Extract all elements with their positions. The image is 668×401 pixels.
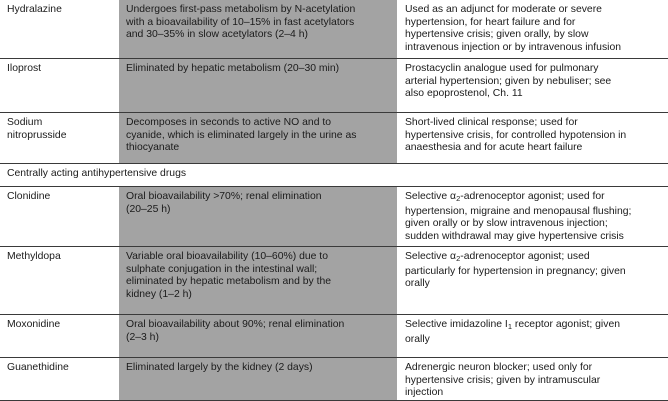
uses-text: arterial hypertension; given by nebuliser; see <box>405 75 612 87</box>
uses-cell <box>397 247 668 315</box>
uses-text: hypertension, migraine and menopausal flushing; <box>405 205 632 217</box>
table-row <box>0 0 668 58</box>
uses-text: intravenous injection or by intravenous infusion <box>405 41 622 53</box>
pk-text: Eliminated by hepatic metabolism (20–30 min) <box>126 63 340 74</box>
uses-text: injection <box>405 387 444 399</box>
drug-name-cell <box>0 315 119 358</box>
uses-text-part: -adrenoceptor agonist; used <box>460 251 590 262</box>
drug-name-cell <box>0 113 119 164</box>
uses-text: given orally or by slow intravenous injection; <box>405 218 608 230</box>
uses-text: hypertension, for heart failure and for <box>405 16 576 28</box>
uses-cell <box>397 0 668 58</box>
pk-text: Variable oral bioavailability (10–60%) due to <box>126 251 328 262</box>
drug-name-cell <box>0 59 119 113</box>
pk-text: Decomposes in seconds to active NO and to <box>126 117 332 128</box>
pharmacokinetics-cell <box>119 315 397 358</box>
pk-text: thiocyanate <box>126 142 180 154</box>
pharmacokinetics-cell <box>119 358 397 401</box>
uses-text-part: Selective α <box>405 251 457 262</box>
drug-name: Clonidine <box>7 191 51 202</box>
uses-text-part: Selective imidazoline I <box>405 319 508 330</box>
pk-text: Undergoes first-pass metabolism by N-acetylation <box>126 4 356 15</box>
drug-name-cell <box>0 0 119 58</box>
uses-text: anaesthesia and for acute heart failure <box>405 142 583 154</box>
uses-text: also epoprostenol, Ch. 11 <box>405 88 523 100</box>
drug-name: Hydralazine <box>7 4 62 15</box>
table-row <box>0 314 668 358</box>
pharmacokinetics-cell <box>119 187 397 247</box>
uses-text: Prostacyclin analogue used for pulmonary <box>405 63 599 74</box>
pk-text: kidney (1–2 h) <box>126 288 192 300</box>
drug-name: Iloprost <box>7 63 42 74</box>
drug-name-cell <box>0 358 119 401</box>
table-row <box>0 112 668 164</box>
drug-name: nitroprusside <box>7 129 67 141</box>
pk-text: cyanide, which is eliminated largely in the urine as <box>126 129 357 141</box>
subscript: 2 <box>456 254 461 263</box>
uses-text-part: receptor agonist; given <box>511 319 620 330</box>
table-row <box>0 58 668 113</box>
pk-text: with a bioavailability of 10–15% in fast acetylators <box>126 16 355 28</box>
pk-text: Oral bioavailability about 90%; renal elimination <box>126 319 345 330</box>
table-row <box>0 246 668 315</box>
uses-text: orally <box>405 333 430 345</box>
pk-text: and 30–35% in slow acetylators (2–4 h) <box>126 29 308 41</box>
subscript: 1 <box>507 322 512 331</box>
uses-text: hypertensive crisis; given orally, by slow <box>405 29 589 41</box>
pk-text: (20–25 h) <box>126 203 171 215</box>
section-heading-text: Centrally acting antihypertensive drugs <box>7 168 187 179</box>
uses-text-part: -adrenoceptor agonist; used for <box>460 191 605 202</box>
drug-name: Methyldopa <box>7 251 61 262</box>
uses-cell <box>397 59 668 113</box>
pk-text: (2–3 h) <box>126 331 159 343</box>
section-heading <box>0 163 668 186</box>
pharmacokinetics-cell <box>119 0 397 58</box>
table-row <box>0 186 668 247</box>
uses-text <box>405 191 664 206</box>
uses-cell <box>397 315 668 358</box>
uses-text: particularly for hypertension in pregnancy; given <box>405 265 626 277</box>
drug-name: Moxonidine <box>7 319 61 330</box>
drug-name-cell <box>0 187 119 247</box>
uses-text: Adrenergic neuron blocker; used only for <box>405 362 593 373</box>
pharmacokinetics-cell <box>119 247 397 315</box>
pk-text: Eliminated largely by the kidney (2 days) <box>126 362 313 373</box>
uses-text: orally <box>405 278 430 290</box>
uses-cell <box>397 187 668 247</box>
uses-cell <box>397 113 668 164</box>
pk-text: Oral bioavailability >70%; renal elimination <box>126 191 322 202</box>
pharmacokinetics-cell <box>119 59 397 113</box>
uses-text <box>405 319 664 334</box>
uses-text-part: Selective α <box>405 191 457 202</box>
drug-name: Guanethidine <box>7 362 69 373</box>
pk-text: eliminated by hepatic metabolism and by the <box>126 276 332 288</box>
uses-text: Short-lived clinical response; used for <box>405 117 578 128</box>
pk-text: sulphate conjugation in the intestinal wall; <box>126 263 318 275</box>
uses-text <box>405 251 664 266</box>
subscript: 2 <box>456 194 461 203</box>
uses-cell <box>397 358 668 401</box>
pharmacokinetics-cell <box>119 113 397 164</box>
drug-name: Sodium <box>7 117 43 128</box>
drug-name-cell <box>0 247 119 315</box>
uses-text: sudden withdrawal may give hypertensive crisis <box>405 230 624 242</box>
uses-text: hypertensive crisis; given by intramuscular <box>405 374 601 386</box>
table-row <box>0 357 668 401</box>
uses-text: Used as an adjunct for moderate or severe <box>405 4 602 15</box>
uses-text: hypertensive crisis, for controlled hypotension in <box>405 129 627 141</box>
